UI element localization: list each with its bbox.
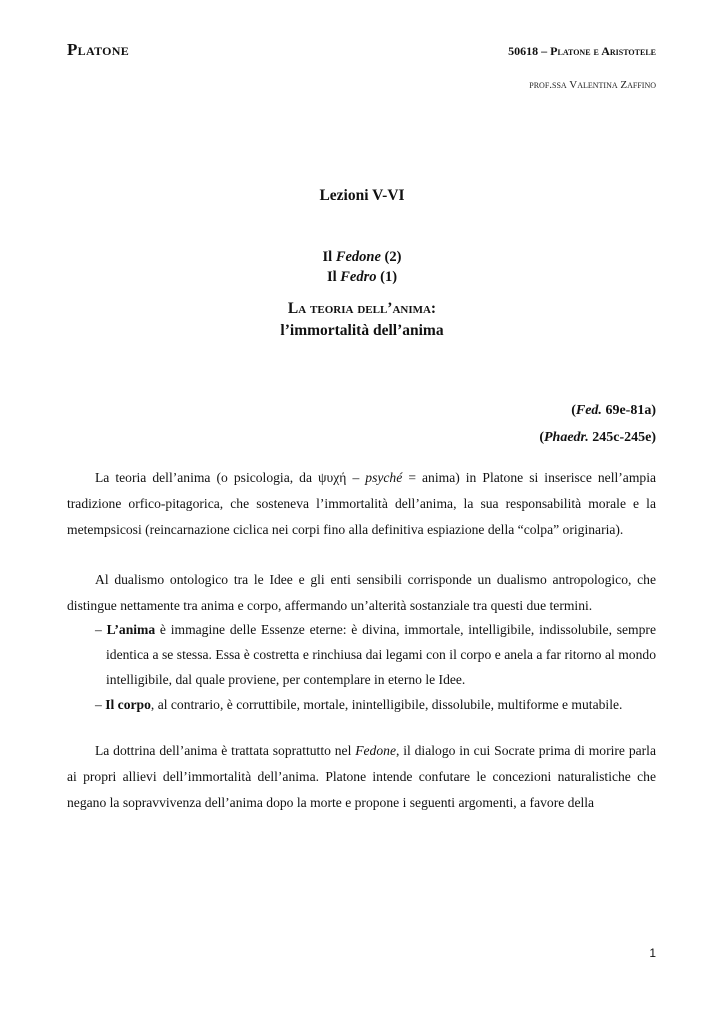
- p3-italic: Fedone: [355, 743, 396, 758]
- header-course: 50618 – Platone e Aristotele: [508, 44, 656, 58]
- work2-title: Fedro: [340, 269, 377, 285]
- work-line-1: [0, 247, 724, 267]
- work1-title: Fedone: [335, 249, 381, 265]
- work1-suffix: (2): [384, 249, 402, 265]
- lesson-title: Lezioni V-VI: [319, 187, 405, 204]
- bullet-anima: [95, 617, 656, 692]
- reference-fedone: (Fed. 69e-81a): [571, 403, 656, 418]
- bullet2-text: , al contrario, è corruttibile, mortale, inintelligibile, dissolubile, multiforme e mutabile.: [150, 697, 623, 712]
- theory-heading-line-1: La teoria dell’anima:: [287, 300, 437, 317]
- bullet2-bold: Il corpo: [105, 697, 151, 712]
- theory-heading: [0, 298, 724, 342]
- ref1-work: Fed.: [575, 403, 602, 418]
- p1-text-b: = anima) in Platone si inserisce nell’ampia tradizione orfico-pitagorica, che sosteneva l’immortalità dell’anima, la sua responsabilità morale e la metempsicosi (reincarnazione ciclica nei corpi fino alla definitiva espiazione della “colpa” originaria).: [67, 470, 657, 537]
- header-title: Platone: [67, 40, 130, 59]
- bullet1-dash: –: [95, 622, 107, 637]
- reference-fedro: (Phaedr. 245c-245e): [539, 430, 656, 445]
- bullet-list: [95, 617, 656, 717]
- paragraph-3: [67, 738, 656, 816]
- p3-text-b: , il dialogo in cui Socrate prima di morire parla ai propri allievi dell’immortalità dell’anima. Platone intende confutare le concezioni naturalistiche che negano la sopravvivenza dell’anima dopo la morte e propone i seguenti argomenti, a favore della: [67, 743, 656, 810]
- ref1-range: 69e-81a: [605, 403, 652, 418]
- work2-suffix: (1): [380, 269, 398, 285]
- bullet2-dash: –: [95, 697, 106, 712]
- bullet-corpo: [95, 692, 656, 717]
- work2-prefix: Il: [326, 269, 337, 285]
- ref2-work: Phaedr.: [544, 430, 589, 445]
- paragraph-2: Al dualismo ontologico tra le Idee e gli enti sensibili corrisponde un dualismo antropologico, che distingue nettamente tra anima e corpo, affermando un’alterità sostanziale tra questi due termini.: [67, 572, 656, 613]
- bullet1-text: è immagine delle Essenze eterne: è divina, immortale, intelligibile, indissolubile, sempre identica a se stessa. Essa è costretta e rinchiusa dai legami con il corpo e anela a far ritorno al mondo intelligibile, dal quale proviene, per contemplare in eterno le Idee.: [106, 622, 656, 687]
- work-line-2: [0, 267, 724, 287]
- paragraph-1: [67, 465, 656, 543]
- ref2-range: 245c-245e: [592, 430, 652, 445]
- page-number: 1: [649, 946, 656, 960]
- p1-italic: psyché: [365, 470, 403, 485]
- p1-text-a: La teoria dell’anima (o psicologia, da ψυχή –: [95, 470, 366, 485]
- works-block: [0, 247, 724, 287]
- theory-heading-line-2: l’immortalità dell’anima: [280, 322, 444, 339]
- work1-prefix: Il: [322, 249, 333, 265]
- p3-text-a: La dottrina dell’anima è trattata soprattutto nel: [95, 743, 356, 758]
- references: [539, 397, 656, 451]
- header-professor: prof.ssa Valentina Zaffino: [529, 79, 656, 91]
- bullet1-bold: L’anima: [106, 622, 156, 637]
